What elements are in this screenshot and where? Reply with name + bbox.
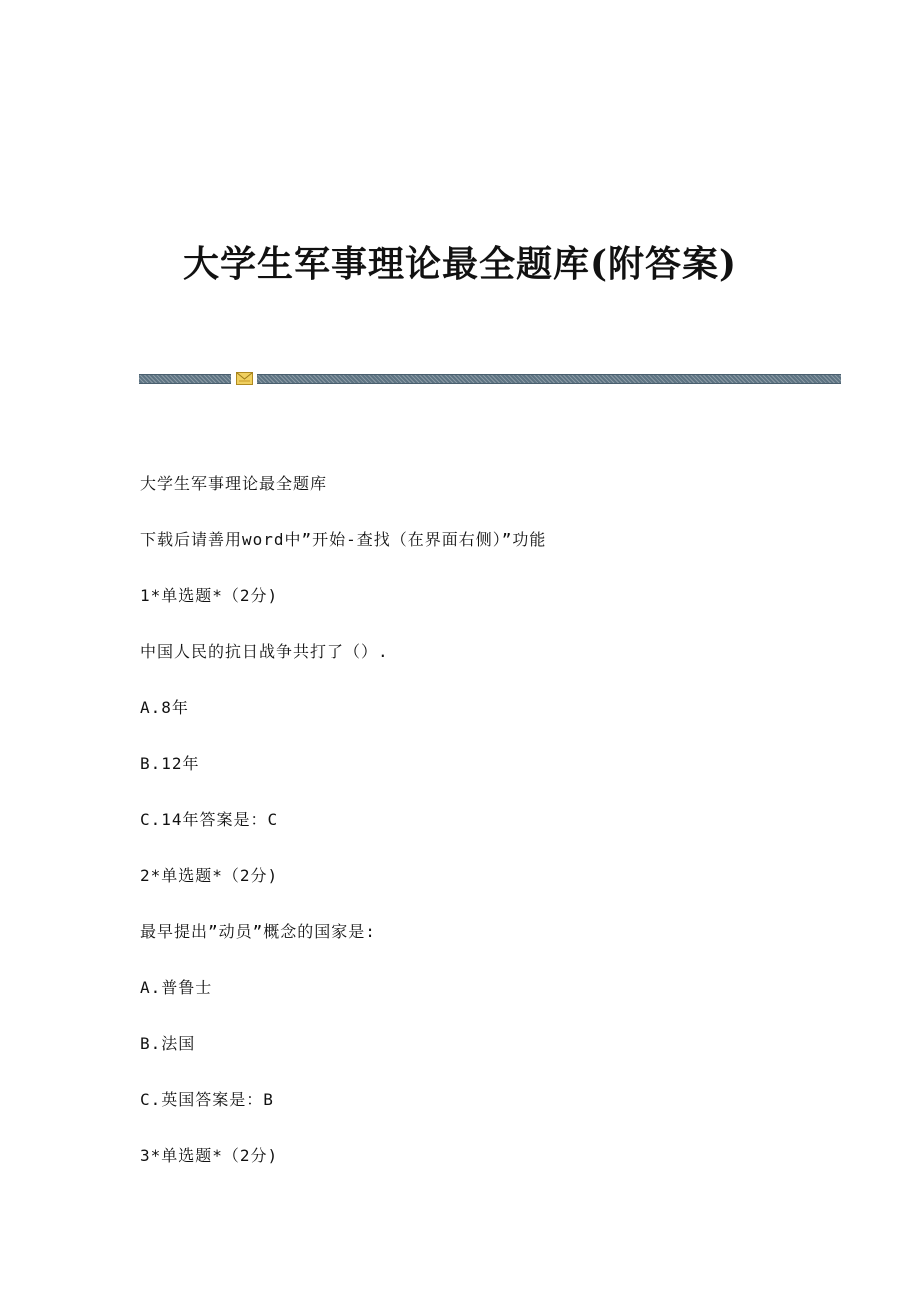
question-1-stem: 中国人民的抗日战争共打了（）. <box>140 642 389 661</box>
question-2-option-c-answer: C.英国答案是：B <box>140 1090 274 1109</box>
question-1-header: 1*单选题*（2分) <box>140 586 279 605</box>
title-divider-left <box>139 374 231 384</box>
title-divider-right <box>257 374 841 384</box>
question-2-option-b: B.法国 <box>140 1034 196 1053</box>
question-2-option-a: A.普鲁士 <box>140 978 213 997</box>
body-line-subtitle: 大学生军事理论最全题库 <box>140 474 328 493</box>
question-1-option-a: A.8年 <box>140 698 189 717</box>
document-title: 大学生军事理论最全题库(附答案) <box>182 243 738 286</box>
question-3-header: 3*单选题*（2分) <box>140 1146 279 1165</box>
question-1-option-c-answer: C.14年答案是：C <box>140 810 279 829</box>
question-2-header: 2*单选题*（2分) <box>140 866 279 885</box>
question-1-option-b: B.12年 <box>140 754 200 773</box>
envelope-ornament-icon <box>236 372 253 385</box>
body-line-instruction: 下载后请善用word中”开始-查找（在界面右侧）”功能 <box>140 530 547 549</box>
question-list <box>140 470 840 1198</box>
question-2-stem: 最早提出”动员”概念的国家是: <box>140 922 376 941</box>
